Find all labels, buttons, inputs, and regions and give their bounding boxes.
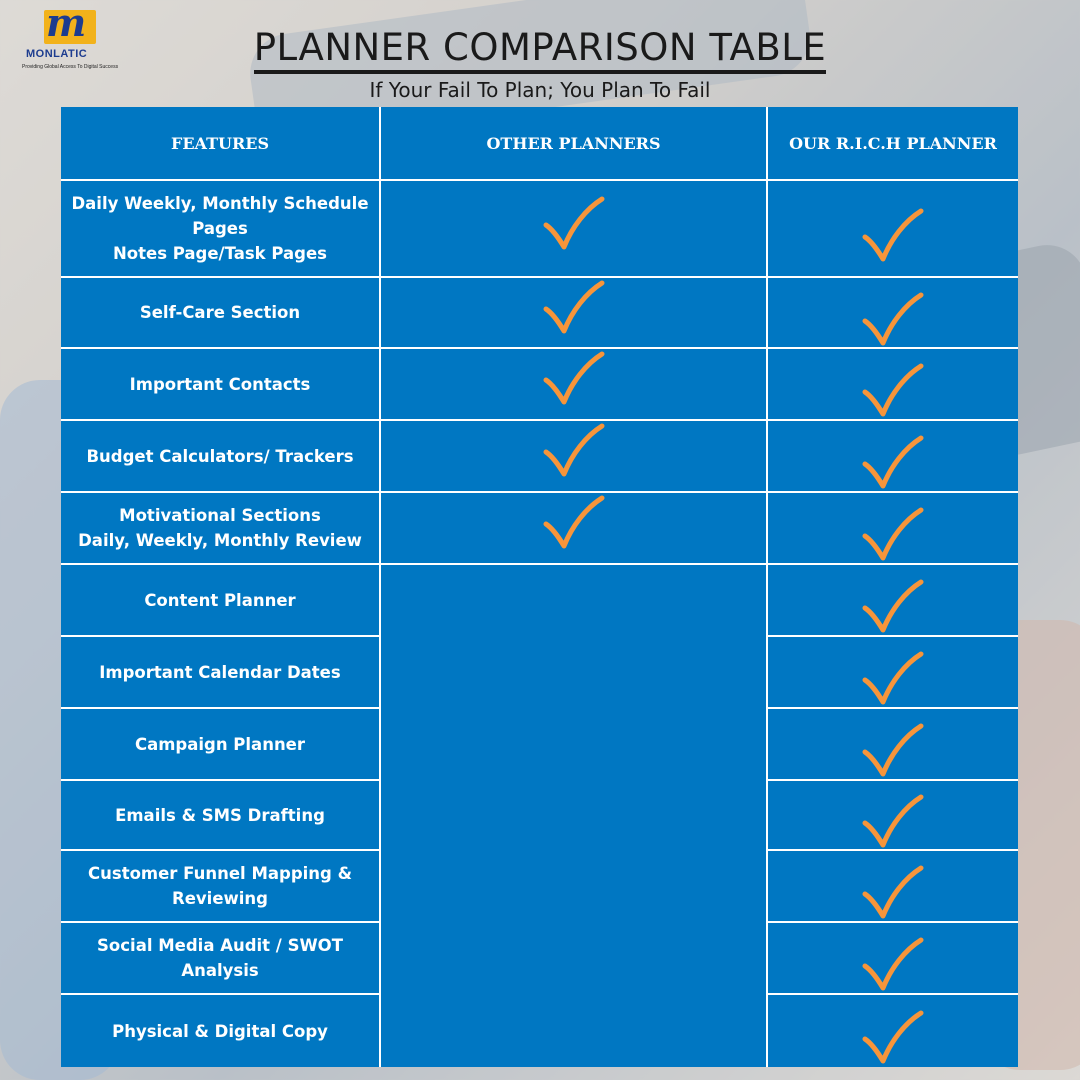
header-other-planners: OTHER PLANNERS: [381, 107, 766, 179]
checkmark-icon: [861, 207, 925, 263]
header-features: FEATURES: [61, 107, 379, 179]
rich-planner-cell: [768, 278, 1018, 347]
feature-cell: Physical & Digital Copy: [61, 995, 379, 1067]
checkmark-icon: [861, 506, 925, 562]
header-rich-planner: OUR R.I.C.H PLANNER: [768, 107, 1018, 179]
rich-planner-cell: [768, 349, 1018, 419]
feature-cell: Daily Weekly, Monthly Schedule Pages Notes Page/Task Pages: [61, 181, 379, 276]
checkmark-icon: [861, 864, 925, 920]
logo-mark-icon: m: [44, 10, 96, 44]
checkmark-icon: [542, 422, 606, 478]
rich-planner-cell: [768, 923, 1018, 993]
logo-tagline: Providing Global Access To Digital Success: [22, 64, 119, 70]
page-title: [0, 26, 1080, 69]
rich-planner-cell: [768, 181, 1018, 276]
rich-planner-cell: [768, 421, 1018, 491]
checkmark-icon: [861, 362, 925, 418]
feature-cell: Budget Calculators/ Trackers: [61, 421, 379, 491]
rich-planner-cell: [768, 851, 1018, 921]
feature-cell: Motivational Sections Daily, Weekly, Monthly Review: [61, 493, 379, 563]
checkmark-icon: [542, 279, 606, 335]
checkmark-icon: [861, 291, 925, 347]
rich-planner-cell: [768, 565, 1018, 635]
page-subtitle: If Your Fail To Plan; You Plan To Fail: [369, 78, 711, 102]
other-planners-cell: [381, 181, 766, 276]
feature-cell: Customer Funnel Mapping & Reviewing: [61, 851, 379, 921]
checkmark-icon: [861, 434, 925, 490]
feature-cell: Social Media Audit / SWOT Analysis: [61, 923, 379, 993]
feature-cell: Content Planner: [61, 565, 379, 635]
rich-planner-cell: [768, 493, 1018, 563]
checkmark-icon: [861, 578, 925, 634]
other-planners-cell: [381, 278, 766, 347]
feature-cell: Emails & SMS Drafting: [61, 781, 379, 849]
feature-cell: Self-Care Section: [61, 278, 379, 347]
other-planners-empty-cell: [381, 565, 766, 1067]
feature-cell: Important Calendar Dates: [61, 637, 379, 707]
rich-planner-cell: [768, 637, 1018, 707]
rich-planner-cell: [768, 709, 1018, 779]
logo-name: MONLATIC: [26, 48, 88, 60]
comparison-table: [61, 107, 1018, 1067]
checkmark-icon: [542, 195, 606, 251]
checkmark-icon: [861, 1009, 925, 1065]
rich-planner-cell: [768, 995, 1018, 1067]
rich-planner-cell: [768, 781, 1018, 849]
other-planners-cell: [381, 421, 766, 491]
other-planners-cell: [381, 349, 766, 419]
feature-cell: Important Contacts: [61, 349, 379, 419]
checkmark-icon: [861, 793, 925, 849]
checkmark-icon: [861, 650, 925, 706]
checkmark-icon: [542, 494, 606, 550]
other-planners-cell: [381, 493, 766, 563]
feature-cell: Campaign Planner: [61, 709, 379, 779]
page-title-text: PLANNER COMPARISON TABLE: [254, 26, 827, 74]
checkmark-icon: [542, 350, 606, 406]
checkmark-icon: [861, 936, 925, 992]
checkmark-icon: [861, 722, 925, 778]
